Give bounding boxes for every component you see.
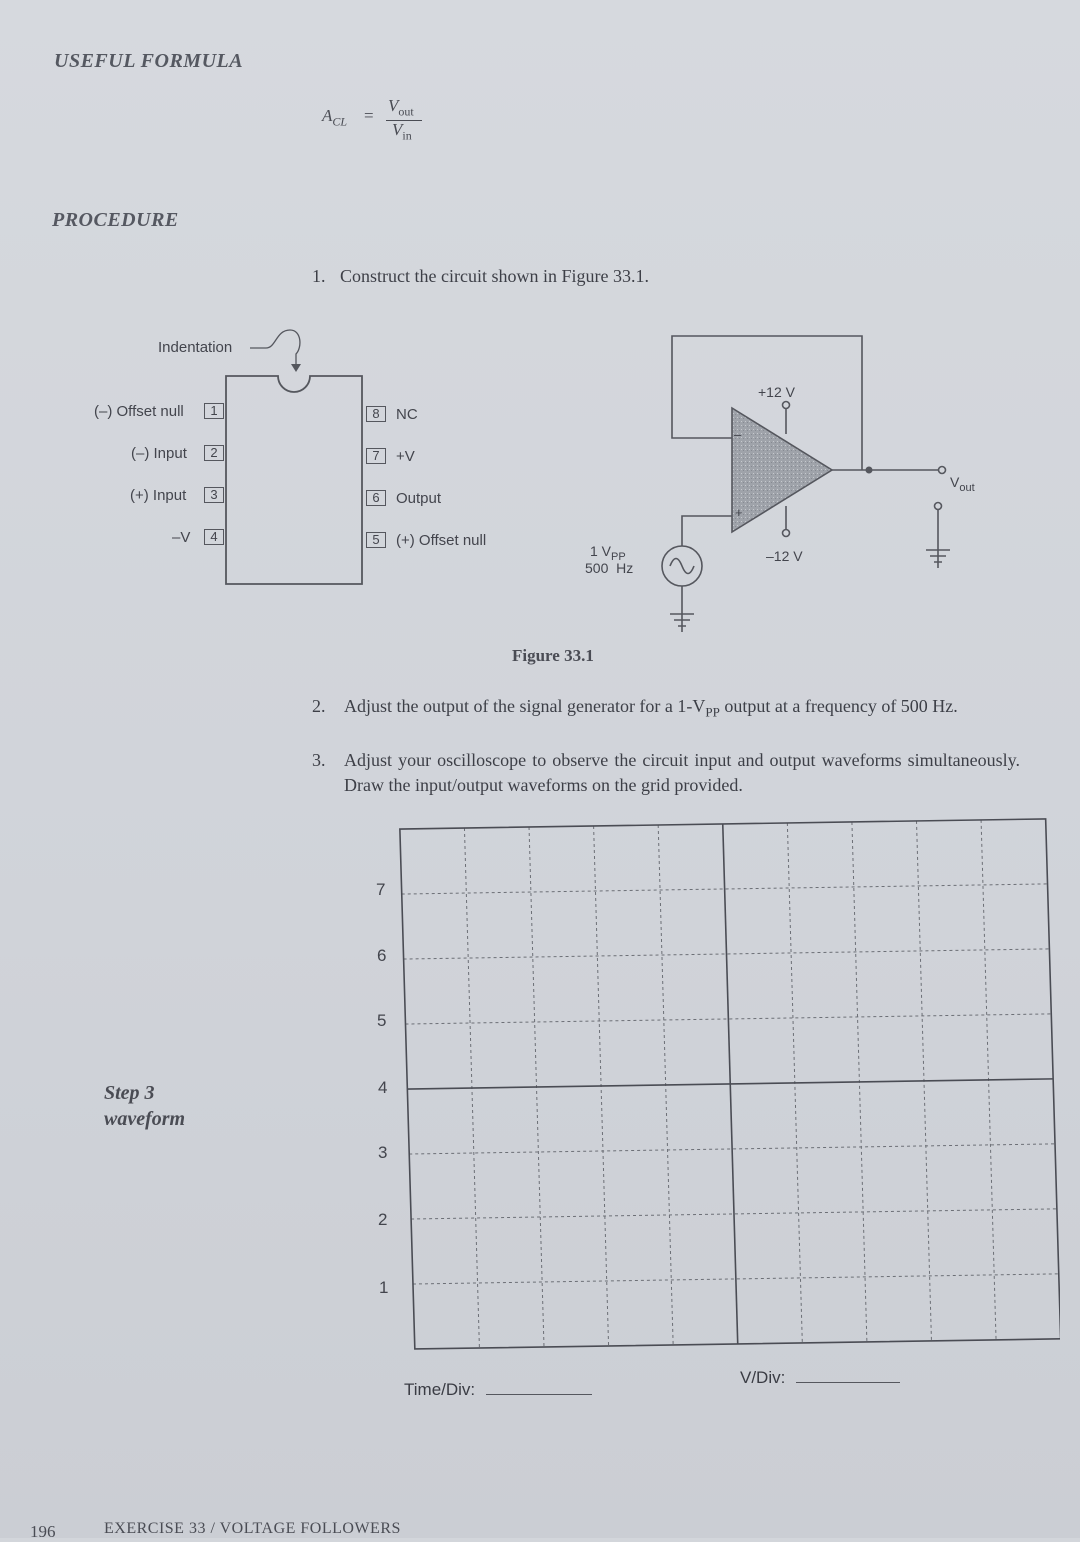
formula-denominator: $V_{in}$ [392, 120, 412, 143]
grid-y-label-3: 3 [378, 1143, 388, 1162]
page-number: 196 [30, 1522, 56, 1541]
step-1 [312, 264, 1012, 289]
closed-loop-gain-formula [322, 96, 442, 152]
source-amplitude-label: 1 $V_{PP}$ [590, 543, 626, 563]
pin-8-number: 8 [366, 406, 386, 422]
grid-y-label-7: 7 [376, 880, 386, 899]
noninverting-input-wire [682, 516, 732, 546]
source-ground-symbol [670, 586, 694, 632]
op-amp-triangle [732, 408, 832, 532]
pin-1-label: (–) Offset null [94, 403, 184, 420]
vout-label: $V_{out}$ [950, 474, 975, 494]
formula-lhs: $A_{CL}$ [322, 106, 348, 129]
pin-6-number: 6 [366, 490, 386, 506]
grid-y-label-2: 2 [378, 1210, 388, 1229]
pin-5-label: (+) Offset null [396, 532, 487, 549]
voltage-follower-circuit [560, 320, 1000, 640]
step-3-text: Adjust your oscilloscope to observe the circuit input and output waveforms simultaneously. Draw the input/output waveforms on the grid provided. [344, 750, 1020, 795]
pin-7-number: 7 [366, 448, 386, 464]
running-footer-title: EXERCISE 33 / VOLTAGE FOLLOWERS [104, 1520, 401, 1537]
pin-4-label: –V [172, 529, 191, 546]
grid-y-label-4: 4 [378, 1078, 388, 1097]
volt-div-blank[interactable] [796, 1364, 900, 1383]
output-terminal [939, 467, 946, 474]
time-div-blank[interactable] [486, 1376, 592, 1395]
useful-formula-heading: USEFUL FORMULA [54, 50, 244, 72]
output-ground-symbol [926, 550, 950, 568]
step-1-text: Construct the circuit shown in Figure 33.1. [340, 266, 649, 286]
pin-5-number: 5 [366, 532, 386, 548]
grid-y-label-1: 1 [379, 1278, 389, 1297]
procedure-heading: PROCEDURE [52, 209, 179, 231]
pin-4-number: 4 [204, 529, 224, 545]
indentation-label: Indentation [158, 339, 233, 356]
figure-caption: Figure 33.1 [512, 646, 594, 665]
volt-div-field[interactable] [740, 1364, 900, 1388]
volt-div-label: V/Div: [740, 1368, 786, 1387]
pin-3-number: 3 [204, 487, 224, 503]
source-frequency-label: 500 Hz [585, 560, 634, 576]
step-2 [312, 694, 1020, 725]
ic-pinout-diagram [0, 320, 520, 600]
formula-numerator: $V_{out}$ [388, 96, 414, 119]
grid-y-label-6: 6 [377, 946, 387, 965]
ic-package-outline [226, 376, 362, 584]
step-3 [312, 748, 1020, 798]
indentation-arrow-head [291, 364, 301, 372]
sine-glyph [670, 559, 694, 574]
output-node-dot [866, 467, 873, 474]
time-div-field[interactable] [404, 1376, 592, 1400]
pin-3-label: (+) Input [130, 487, 187, 504]
indentation-arrow [250, 330, 300, 368]
pin-8-label: NC [396, 406, 418, 423]
output-ground-terminal [935, 503, 942, 510]
op-amp-plus-sign: + [735, 505, 743, 520]
neg-supply-label: –12 V [766, 548, 803, 564]
formula-equals: = [364, 106, 374, 125]
op-amp-minus-sign: – [734, 427, 742, 442]
pin-6-label: Output [396, 490, 442, 507]
waveform-side-label: Step 3 waveform [104, 1082, 186, 1130]
step-2-text: Adjust the output of the signal generator for a $1-V_{PP}$ output at a frequency of 500 Hz. [344, 696, 958, 720]
pin-7-label: +V [396, 448, 415, 465]
pos-supply-label: +12 V [758, 384, 795, 400]
step-3-number: 3. [312, 750, 326, 770]
step-2-number: 2. [312, 696, 326, 716]
oscilloscope-grid [396, 816, 1060, 1366]
neg-supply-terminal [783, 530, 790, 537]
pin-2-number: 2 [204, 445, 224, 461]
time-div-label: Time/Div: [404, 1380, 476, 1399]
pin-2-label: (–) Input [131, 445, 187, 462]
step-1-number: 1. [312, 266, 326, 286]
grid-y-label-5: 5 [377, 1011, 387, 1030]
pos-supply-terminal [783, 402, 790, 409]
pin-1-number: 1 [204, 403, 224, 419]
